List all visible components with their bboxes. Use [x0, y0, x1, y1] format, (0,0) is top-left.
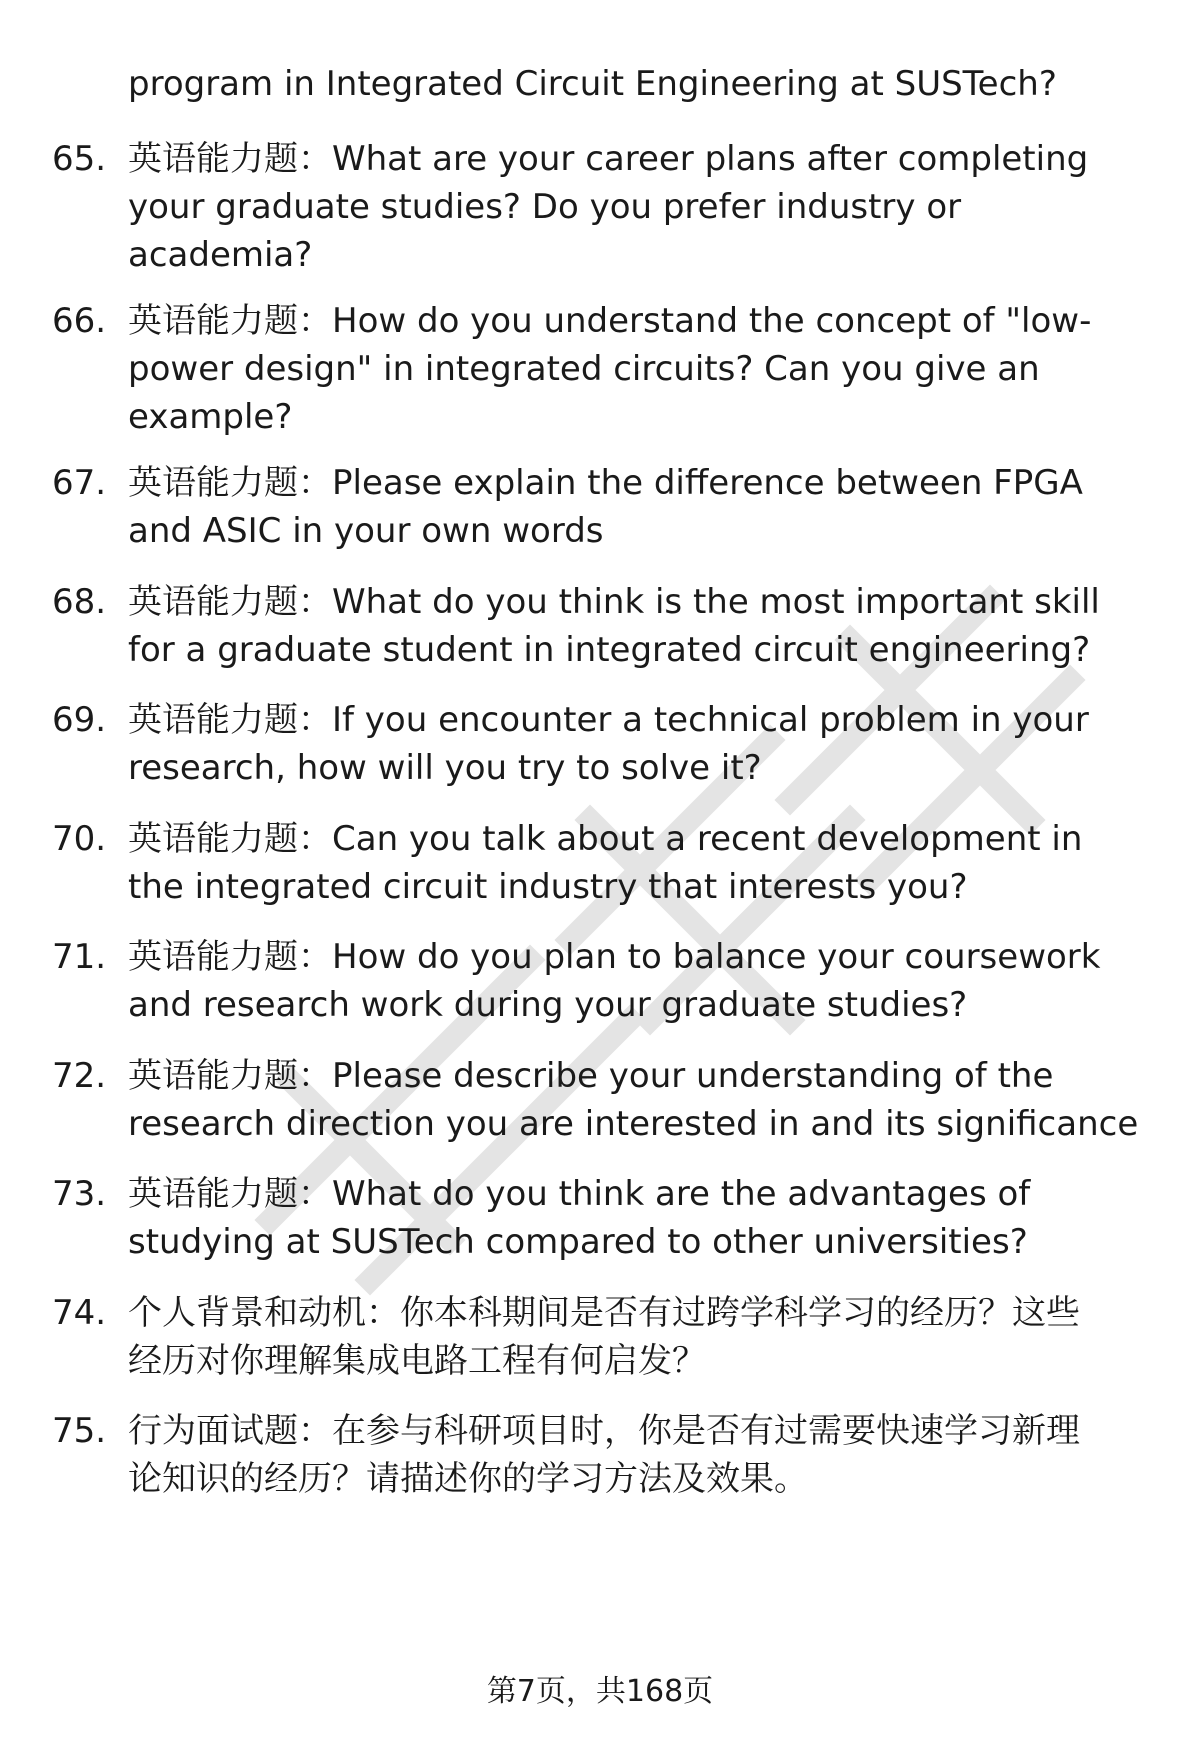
question-text-line: research direction you are interested in and its significance [128, 1104, 1139, 1144]
question-text-line: 论知识的经历？请描述你的学习方法及效果。 [128, 1459, 808, 1499]
question-text-line: and research work during your graduate studies? [128, 985, 968, 1025]
question-text-line: for a graduate student in integrated circuit engineering? [128, 630, 1091, 670]
question-text-line: the integrated circuit industry that interests you? [128, 867, 968, 907]
question-number: 67. [52, 463, 107, 503]
question-text-line: 行为面试题：在参与科研项目时，你是否有过需要快速学习新理 [128, 1411, 1080, 1451]
question-text-line: 英语能力题：What are your career plans after completing [128, 139, 1089, 179]
question-number: 71. [52, 937, 107, 977]
question-text-line: academia? [128, 235, 313, 275]
question-text [128, 1052, 1168, 1148]
question-text-line: power design" in integrated circuits? Can you give an [128, 349, 1040, 389]
question-text-line: 英语能力题：Can you talk about a recent development in [128, 819, 1083, 859]
question-text-line: 英语能力题：What do you think are the advantages of [128, 1174, 1031, 1214]
question-text [128, 1407, 1168, 1503]
question-text-line: research, how will you try to solve it? [128, 748, 762, 788]
question-text-line: and ASIC in your own words [128, 511, 604, 551]
question-number: 65. [52, 139, 107, 179]
question-number: 75. [52, 1411, 107, 1451]
question-text [128, 297, 1168, 441]
continuation-line: program in Integrated Circuit Engineering at SUSTech? [128, 64, 1057, 104]
question-text [128, 933, 1168, 1029]
page-footer: 第7页，共168页 [486, 1674, 714, 1709]
question-text [128, 578, 1168, 674]
question-text-line: example? [128, 397, 293, 437]
question-text-line: 英语能力题：If you encounter a technical problem in your [128, 700, 1089, 740]
question-text-line: 英语能力题：Please explain the difference between FPGA [128, 463, 1083, 503]
question-text-line: 英语能力题：Please describe your understanding of the [128, 1056, 1054, 1096]
question-number: 74. [52, 1293, 107, 1333]
question-text-line: your graduate studies? Do you prefer industry or [128, 187, 962, 227]
question-number: 66. [52, 301, 107, 341]
question-text-line: studying at SUSTech compared to other universities? [128, 1222, 1028, 1262]
question-text-line: 英语能力题：How do you understand the concept of "low- [128, 301, 1092, 341]
question-text [128, 459, 1168, 555]
question-text [128, 1289, 1168, 1385]
question-number: 72. [52, 1056, 107, 1096]
question-text-line: 英语能力题：What do you think is the most important skill [128, 582, 1100, 622]
question-text-line: 个人背景和动机：你本科期间是否有过跨学科学习的经历？这些 [128, 1293, 1080, 1333]
question-text-line: 经历对你理解集成电路工程有何启发？ [128, 1341, 706, 1381]
question-number: 73. [52, 1174, 107, 1214]
question-number: 69. [52, 700, 107, 740]
question-text [128, 1170, 1168, 1266]
question-text-line: 英语能力题：How do you plan to balance your coursework [128, 937, 1101, 977]
question-number: 70. [52, 819, 107, 859]
question-text [128, 135, 1168, 279]
question-text [128, 815, 1168, 911]
question-text [128, 696, 1168, 792]
question-number: 68. [52, 582, 107, 622]
